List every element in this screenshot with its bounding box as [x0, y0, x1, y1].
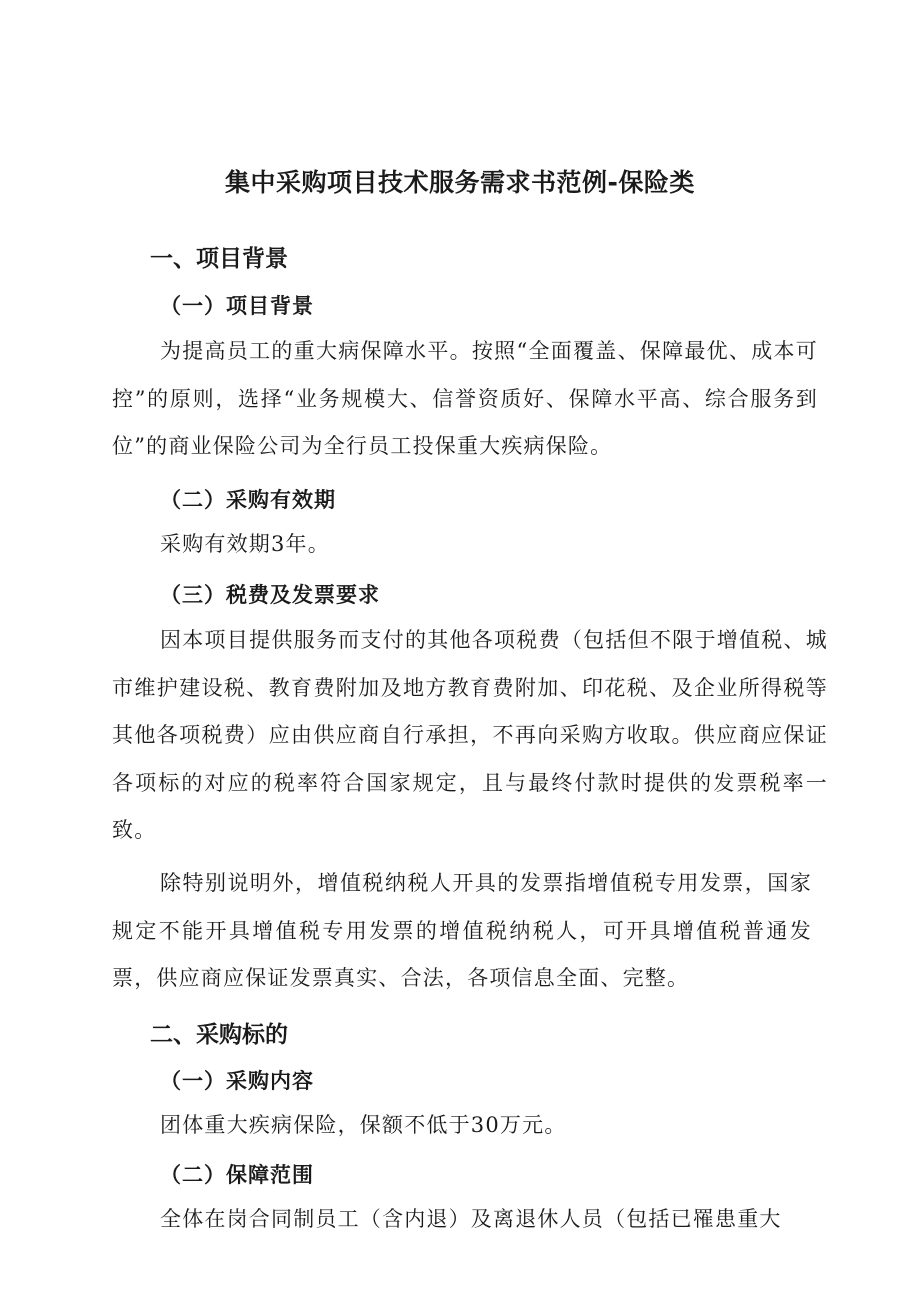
subsection-heading-validity: （二）采购有效期	[160, 488, 336, 512]
paragraph-content: 团体重大疾病保险，保额不低于30万元。	[160, 1113, 567, 1137]
paragraph-tax-2: 除特别说明外，增值税纳税人开具的发票指增值税专用发票，国家规定不能开具增值税专用发票的增值税纳税人，可开具增值税普通发票，供应商应保证发票真实、合法，各项信息全面、完整。	[112, 871, 812, 990]
document-title: 集中采购项目技术服务需求书范例-保险类	[225, 168, 695, 197]
subsection-heading-background: （一）项目背景	[160, 294, 314, 318]
paragraph-validity: 采购有效期3年。	[160, 532, 330, 556]
subsection-heading-scope: （二）保障范围	[160, 1163, 314, 1187]
section-heading-background: 一、项目背景	[150, 246, 288, 272]
subsection-heading-tax: （三）税费及发票要求	[160, 583, 380, 607]
subsection-heading-content: （一）采购内容	[160, 1069, 314, 1093]
paragraph-tax-1: 因本项目提供服务而支付的其他各项税费（包括但不限于增值税、城市维护建设税、教育费附加及地方教育费附加、印花税、及企业所得税等其他各项税费）应由供应商自行承担，不再向采购方收取。供应商应保证各项标的对应的税率符合国家规定，且与最终付款时提供的发票税率一致。	[112, 628, 828, 842]
paragraph-background: 为提高员工的重大病保障水平。按照“全面覆盖、保障最优、成本可控”的原则，选择“业务规模大、信誉资质好、保障水平高、综合服务到位”的商业保险公司为全行员工投保重大疾病保险。	[112, 339, 818, 458]
section-heading-target: 二、采购标的	[150, 1022, 288, 1048]
paragraph-scope: 全体在岗合同制员工（含内退）及离退休人员（包括已罹患重大	[160, 1207, 782, 1231]
